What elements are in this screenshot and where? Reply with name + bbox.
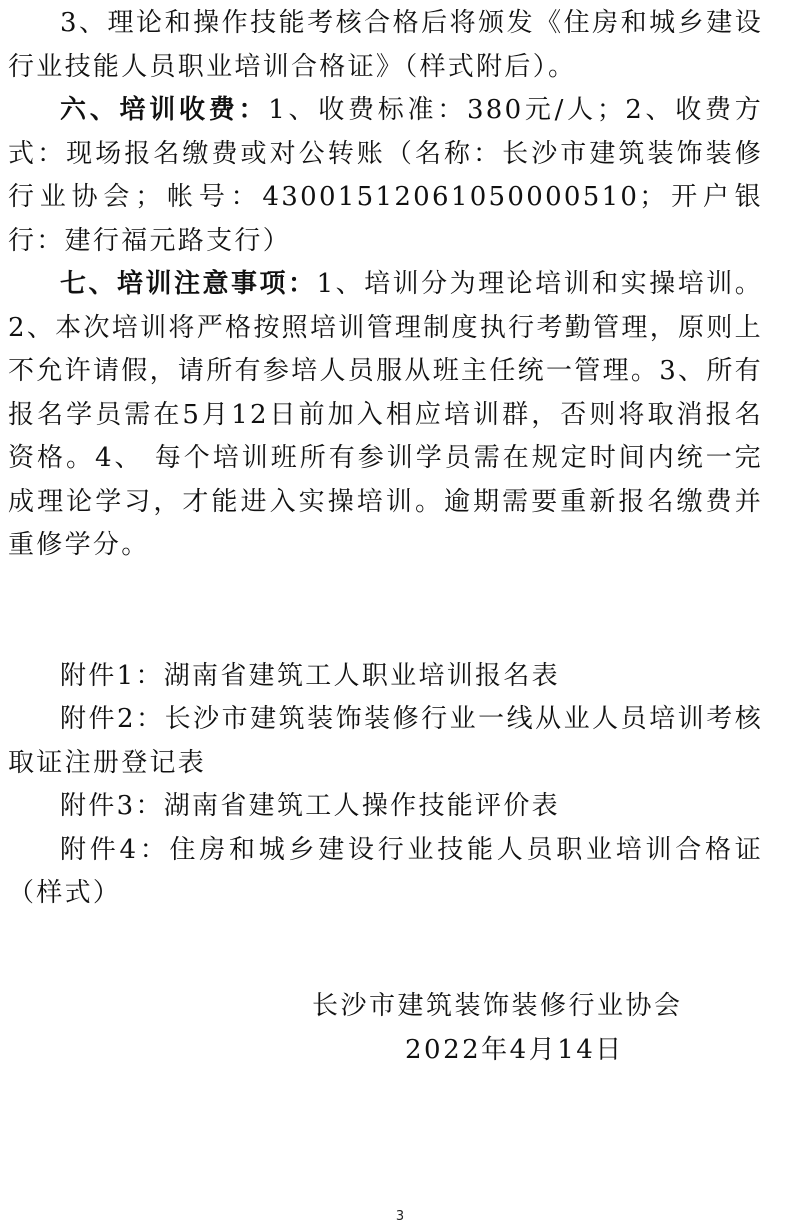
body-text	[8, 2, 763, 916]
attachment-2: 附件2：长沙市建筑装饰装修行业一线从业人员培训考核取证注册登记表	[8, 704, 763, 778]
notes-paragraph	[8, 263, 763, 568]
page-number: 3	[395, 1209, 405, 1224]
notes-heading: 七、培训注意事项：	[60, 269, 317, 299]
certificate-paragraph: 3、理论和操作技能考核合格后将颁发《住房和城乡建设行业技能人员职业培训合格证》（样式附后）。	[8, 8, 763, 82]
fee-body: 1、收费标准：380元/人；2、收费方式：现场报名缴费或对公转账（名称：长沙市建筑装饰装修行业协会；帐号：43001512061050000510；开户银行：建行福元路支行）	[8, 95, 763, 256]
signature-organization: 长沙市建筑装饰装修行业协会	[312, 991, 683, 1021]
fee-heading: 六、培训收费：	[60, 95, 269, 125]
attachment-1: 附件1：湖南省建筑工人职业培训报名表	[60, 660, 560, 691]
fee-paragraph	[8, 89, 763, 263]
attachment-3: 附件3：湖南省建筑工人操作技能评价表	[60, 791, 560, 821]
signature-date: 2022年4月14日	[405, 1035, 624, 1065]
notes-body: 1、培训分为理论培训和实操培训。2、本次培训将严格按照培训管理制度执行考勤管理，原则上不允许请假，请所有参培人员服从班主任统一管理。3、所有报名学员需在5月12日前加入相应培训群，否则将取消报名资格。4、 每个培训班所有参训学员需在规定时间内统一完成理论学习，才能进入实操培训。逾期需要重新报名缴费并重修学分。	[8, 269, 764, 560]
attachment-4: 附件4：住房和城乡建设行业技能人员职业培训合格证（样式）	[8, 834, 763, 908]
